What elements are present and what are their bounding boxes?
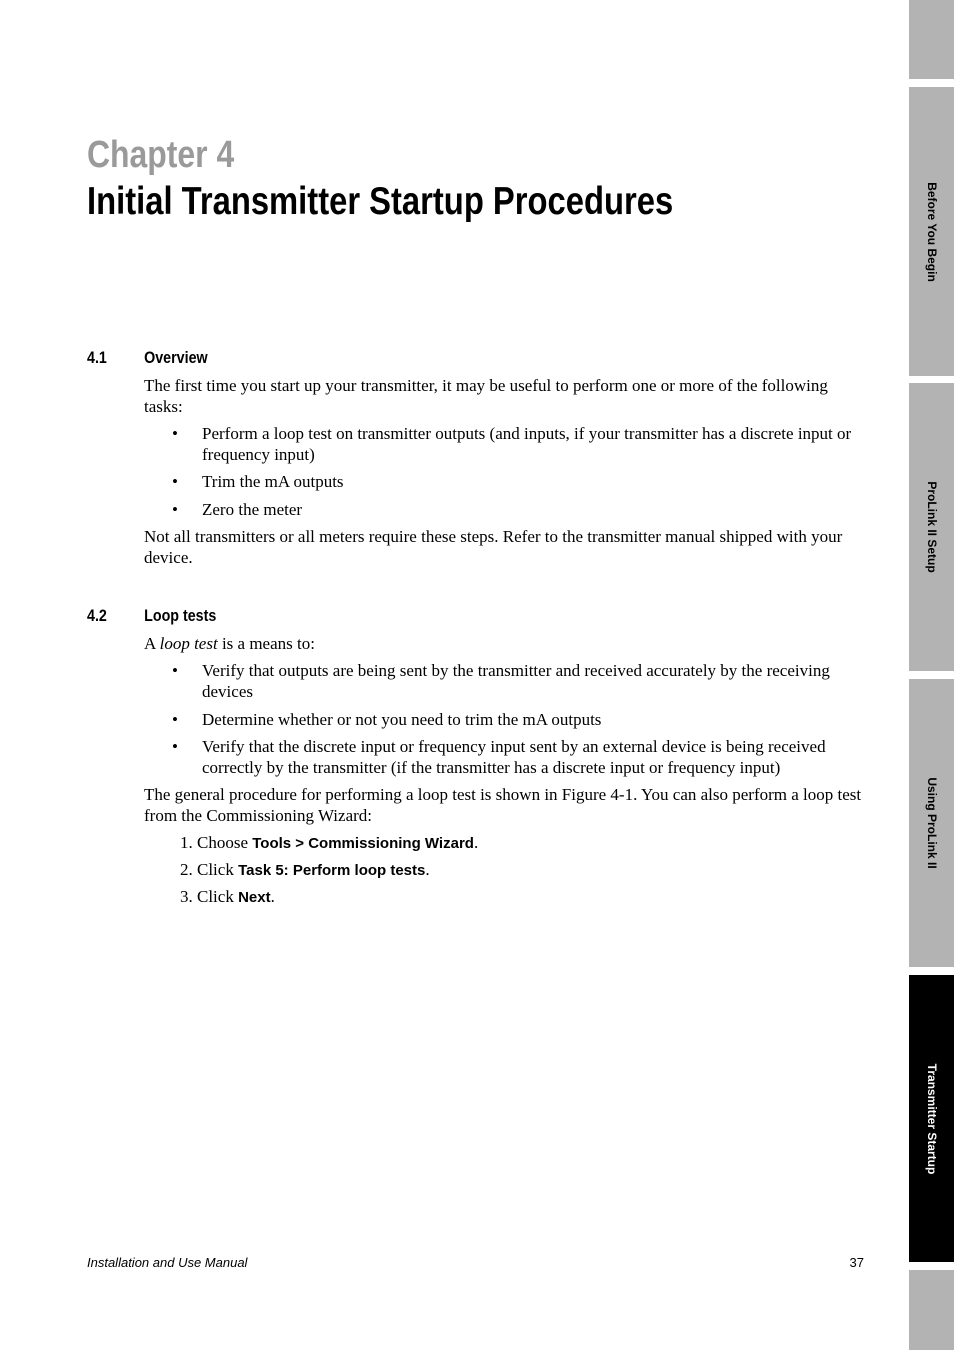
footer-page-number: 37 <box>849 1255 864 1270</box>
tab-label: ProLink II Setup <box>924 481 939 573</box>
loop-test-term: loop test <box>159 634 218 653</box>
bullet: • <box>172 737 178 756</box>
section-heading-loop-tests <box>87 606 216 626</box>
side-tab-using-prolink <box>909 679 954 967</box>
list-item-text: Determine whether or not you need to trim the mA outputs <box>202 710 602 729</box>
tab-label: Before You Begin <box>924 181 939 282</box>
overview-intro: The first time you start up your transmitter, it may be useful to perform one or more of the following tasks: <box>144 376 828 416</box>
procedure-intro: The general procedure for performing a loop test is shown in Figure 4-1. You can also perform a loop test from the Commissioning Wizard: <box>144 785 862 825</box>
section-heading-overview <box>87 348 208 368</box>
bullet: • <box>172 424 178 443</box>
ui-command-next: Next <box>238 889 271 906</box>
bullet: • <box>172 661 178 680</box>
section-number: 4.1 <box>87 348 107 367</box>
step-1: 1. Choose Tools > Commissioning Wizard. <box>180 833 479 852</box>
side-tab-before-you-begin <box>909 87 954 376</box>
list-item-text: Verify that the discrete input or frequency input sent by an external device is being received correctly by the transmitter (if the transmitter has a discrete input or frequency input) <box>202 737 826 777</box>
overview-closing: Not all transmitters or all meters require these steps. Refer to the transmitter manual shipped with your device. <box>144 527 843 567</box>
list-item <box>172 423 862 465</box>
tab-label: Using ProLink II <box>924 777 939 869</box>
tab-label: Transmitter Startup <box>924 1063 939 1174</box>
section-title: Loop tests <box>144 606 217 625</box>
list-item <box>172 709 862 730</box>
list-item <box>172 660 862 702</box>
bullet: • <box>172 710 178 729</box>
list-item <box>172 499 862 520</box>
side-tab-top <box>909 0 954 79</box>
list-item-text: Trim the mA outputs <box>202 472 344 491</box>
bullet: • <box>172 472 178 491</box>
loop-test-intro: A loop test is a means to: <box>144 634 315 653</box>
list-item-text: Verify that outputs are being sent by the transmitter and received accurately by the receiving devices <box>202 661 830 701</box>
side-tab-transmitter-startup <box>909 975 954 1262</box>
side-tab-bottom <box>909 1270 954 1350</box>
side-tab-prolink-setup <box>909 383 954 671</box>
ui-command-task-5: Task 5: Perform loop tests <box>238 862 426 879</box>
section-title: Overview <box>144 348 208 367</box>
list-item-text: Perform a loop test on transmitter outputs (and inputs, if your transmitter has a discrete input or frequency input) <box>202 424 852 464</box>
ui-command-commissioning-wizard: Tools > Commissioning Wizard <box>252 835 474 852</box>
chapter-title: Initial Transmitter Startup Procedures <box>87 180 674 223</box>
chapter-label: Chapter 4 <box>87 134 235 176</box>
list-item <box>172 736 862 778</box>
section-number: 4.2 <box>87 606 107 625</box>
footer-manual-title: Installation and Use Manual <box>87 1255 248 1270</box>
bullet: • <box>172 500 178 519</box>
step-2: 2. Click Task 5: Perform loop tests. <box>180 860 430 879</box>
step-3: 3. Click Next. <box>180 887 275 906</box>
list-item <box>172 471 862 492</box>
list-item-text: Zero the meter <box>202 500 303 519</box>
